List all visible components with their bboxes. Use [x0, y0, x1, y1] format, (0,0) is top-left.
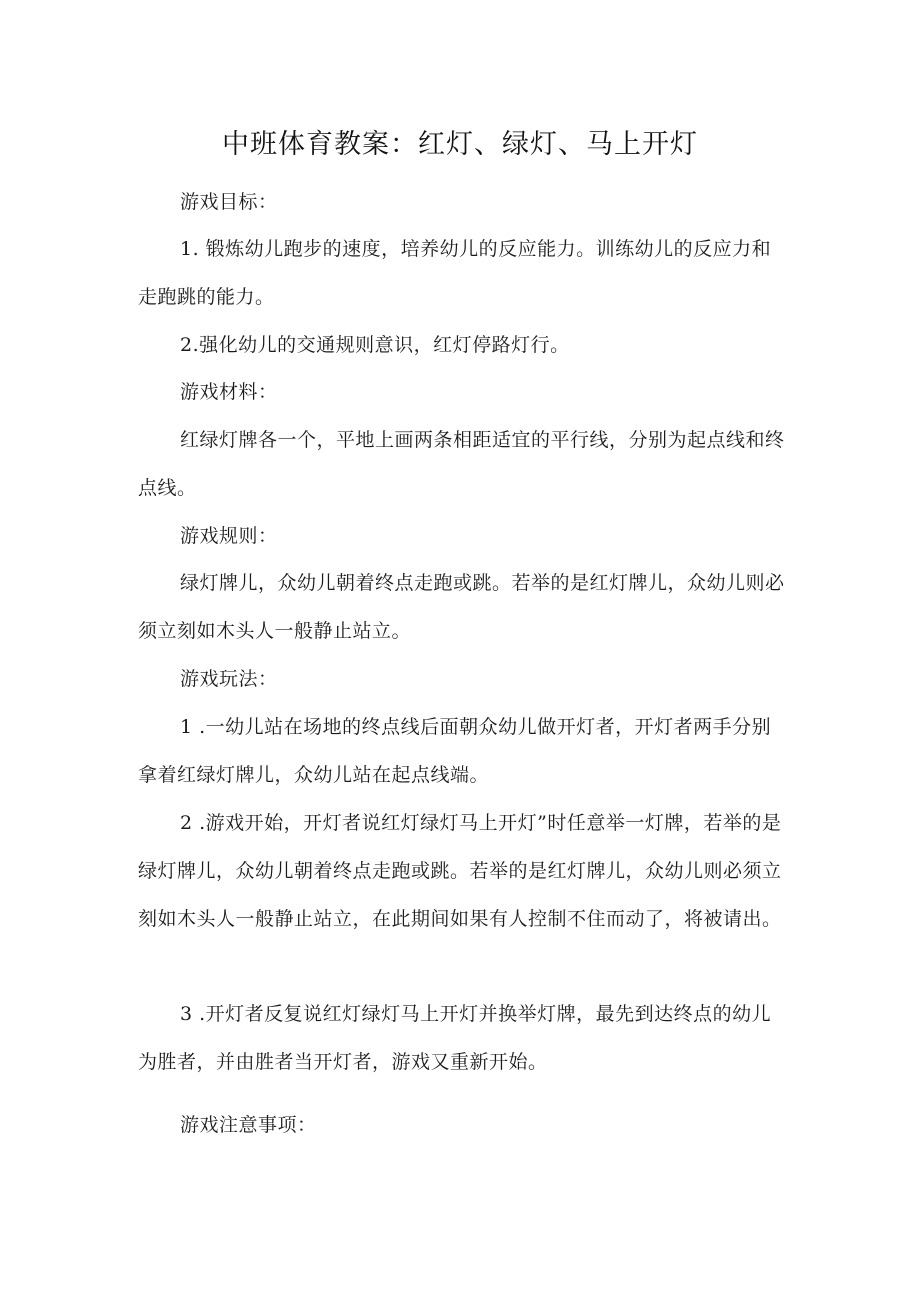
paragraph-materials: 红绿灯牌各一个，平地上画两条相距适宜的平行线，分别为起点线和终点线。 [138, 429, 785, 499]
paragraph-goal-1: 1. 锻炼幼儿跑步的速度，培养幼儿的反应能力。训练幼儿的反应力和走跑跳的能力。 [138, 238, 772, 308]
heading-game-notes: 游戏注意事项： [180, 1114, 317, 1136]
paragraph-play-3: 3 .开灯者反复说红灯绿灯马上开灯并换举灯牌，最先到达终点的幼儿为胜者，并由胜者当开灯者，游戏又重新开始。 [138, 1003, 772, 1073]
paragraph-goal-2: 2.强化幼儿的交通规则意识，红灯停路灯行。 [180, 334, 570, 356]
paragraph-play-1: 1 .一幼儿站在场地的终点线后面朝众幼儿做开灯者，开灯者两手分别拿着红绿灯牌儿，众幼儿站在起点线端。 [138, 716, 772, 786]
paragraph-play-2: 2 .游戏开始，开灯者说红灯绿灯马上开灯”时任意举一灯牌，若举的是绿灯牌儿，众幼儿朝着终点走跑或跳。若举的是红灯牌儿，众幼儿则必须立刻如木头人一般静止站立，在此期间如果有人控制不住而动了，将被请出。 [138, 812, 782, 930]
document-title: 中班体育教案：红灯、绿灯、马上开灯 [222, 129, 698, 160]
heading-game-rules: 游戏规则： [180, 525, 278, 547]
heading-game-goals: 游戏目标： [180, 191, 278, 213]
heading-game-play: 游戏玩法： [180, 668, 278, 690]
paragraph-rules: 绿灯牌儿，众幼儿朝着终点走跑或跳。若举的是红灯牌儿，众幼儿则必须立刻如木头人一般静止站立。 [138, 572, 785, 642]
heading-game-materials: 游戏材料： [180, 381, 278, 403]
